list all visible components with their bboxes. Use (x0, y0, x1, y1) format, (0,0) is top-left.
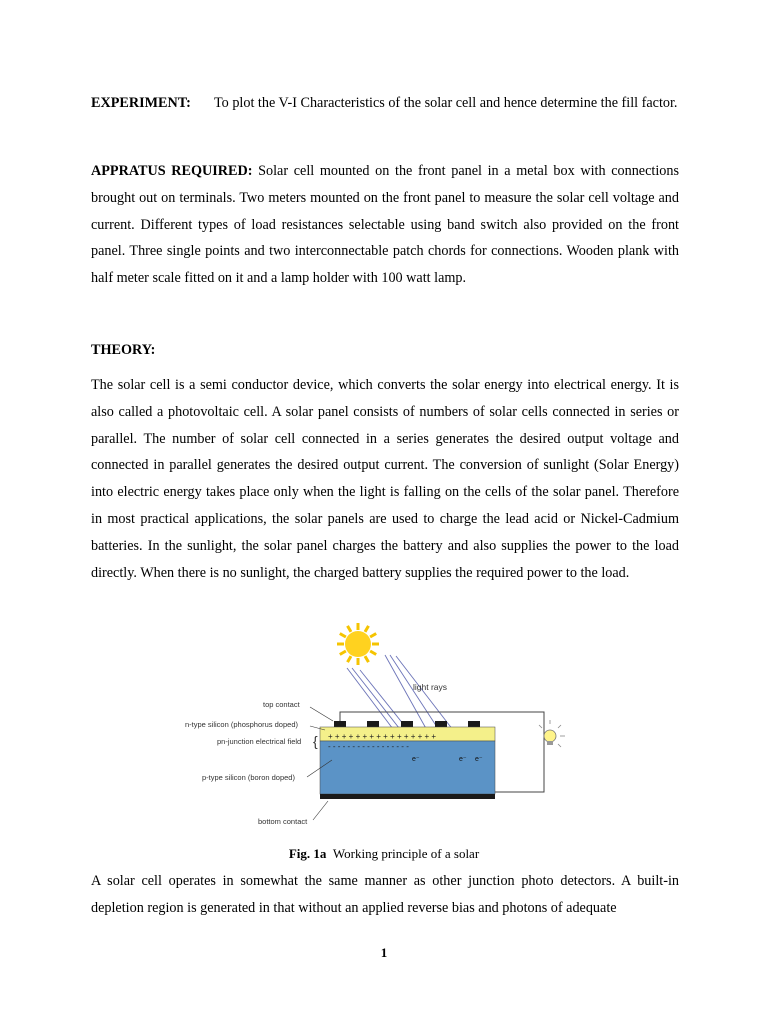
sun-icon (337, 623, 379, 665)
bottom-contact-label: bottom contact (258, 817, 308, 826)
apparatus-paragraph (91, 158, 679, 292)
closing-paragraph: A solar cell operates in somewhat the same manner as other junction photo detectors. A built-in depletion region is generated in that without an applied reverse bias and photons of adequate (91, 873, 679, 916)
apparatus-text: Solar cell mounted on the front panel in a metal box with connections brought out on terminals. Two meters mounted on the front panel to measure the solar cell voltage and current. Different types of load resistances selectable using band switch also provided on the front panel. Three single points and two interconnectable patch chords for connections. Wooden plank with half meter scale fitted on it and a lamp holder with 100 watt lamp. (91, 163, 679, 287)
svg-text:+ + + + + + + + + + + + + + +: + + + + + + + + + + + + + + + + (328, 732, 437, 741)
pn-junction-label: pn-junction electrical field (217, 737, 302, 746)
svg-text:- - - - - - - - - - - - - - -: - - - - - - - - - - - - - - - - - (328, 742, 409, 751)
light-bulb-icon (539, 720, 565, 747)
p-type-label: p-type silicon (boron doped) (202, 773, 295, 782)
top-contacts (334, 721, 480, 727)
light-rays-label: light rays (413, 682, 448, 692)
electron-label: e⁻ (412, 756, 420, 763)
theory-heading: THEORY: (91, 342, 156, 358)
caption-text: Working principle of a solar (332, 846, 480, 861)
experiment-label: EXPERIMENT: (91, 95, 191, 111)
apparatus-label: APPRATUS REQUIRED: (91, 163, 253, 179)
bottom-contact-plate (320, 794, 495, 799)
solar-cell-figure (180, 620, 590, 835)
electron-label: e⁻ (475, 756, 483, 763)
caption-label: Fig. 1a (288, 846, 327, 861)
top-contact-label: top contact (263, 700, 300, 709)
page-number: 1 (380, 945, 388, 960)
n-type-label: n-type silicon (phosphorus doped) (185, 720, 298, 729)
experiment-text: To plot the V-I Characteristics of the solar cell and hence determine the fill factor. (214, 95, 678, 111)
theory-paragraph: The solar cell is a semi conductor device, which converts the solar energy into electrical energy. It is also called a photovoltaic cell. A solar panel consists of numbers of solar cells connected in series or parallel. The number of solar cell connected in a series generates the desired output voltage and connected in parallel generates the desired output current. The conversion of sunlight (Solar Energy) into electric energy takes place only when the light is falling on the cells of the solar panel. Therefore in most practical applications, the solar panels are used to charge the lead acid or Nickel-Cadmium batteries. In the sunlight, the solar panel charges the battery and also supplies the power to the load directly. When there is no sunlight, the charged battery supplies the required power to the load. (91, 377, 679, 581)
figure-caption (0, 846, 768, 862)
bracket-icon: { (313, 733, 318, 749)
electron-label: e⁻ (459, 756, 467, 763)
